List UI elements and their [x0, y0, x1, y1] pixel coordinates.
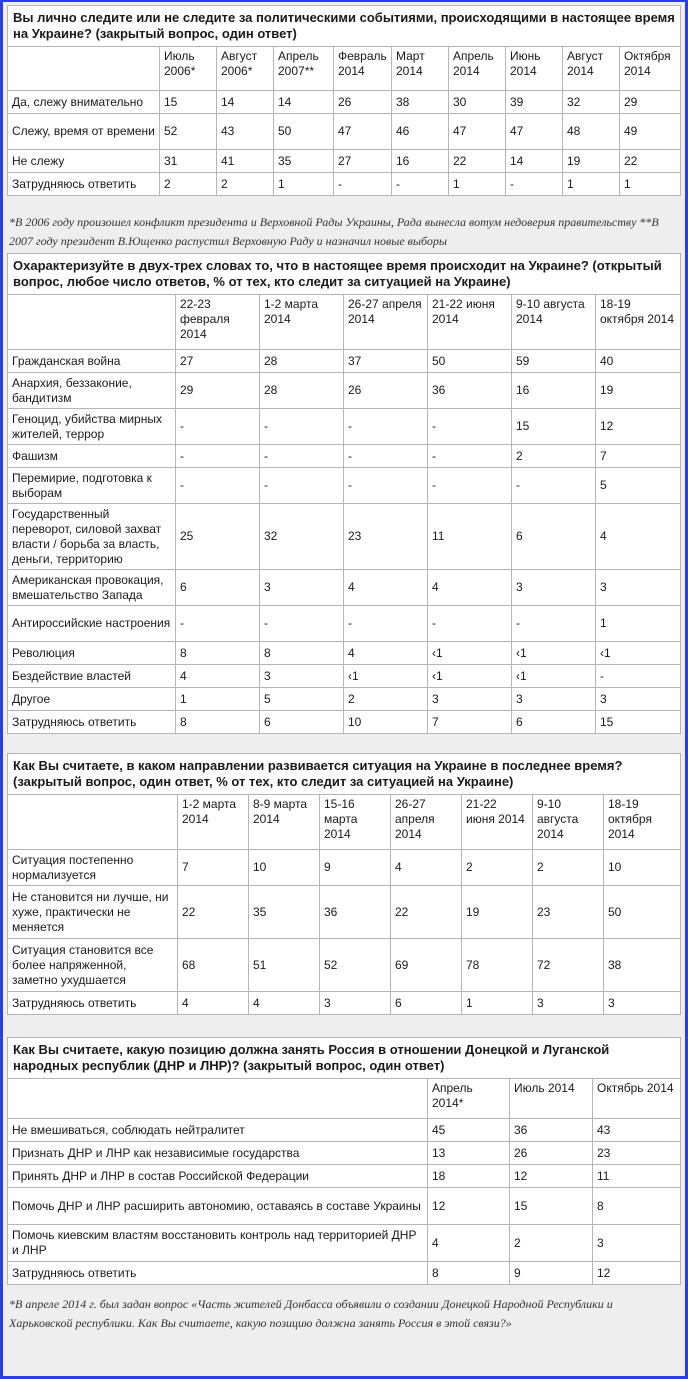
value-cell: 9	[510, 1262, 593, 1285]
table-row	[8, 114, 681, 150]
value-cell: 52	[160, 114, 217, 150]
value-cell: -	[260, 606, 344, 642]
value-cell: 3	[596, 570, 681, 606]
value-cell: 50	[274, 114, 334, 150]
value-cell: 4	[344, 642, 428, 665]
table-row	[8, 886, 681, 939]
table-row	[8, 373, 681, 409]
spacer	[7, 734, 681, 753]
column-header: Октября 2014	[620, 47, 681, 91]
value-cell: 14	[274, 91, 334, 114]
value-cell: 15	[596, 711, 681, 734]
value-cell: -	[512, 606, 596, 642]
value-cell: 8	[176, 642, 260, 665]
value-cell: 5	[596, 468, 681, 504]
value-cell: 22	[449, 150, 506, 173]
value-cell: 12	[510, 1165, 593, 1188]
column-header: 22-23 февраля 2014	[176, 295, 260, 350]
value-cell: 3	[428, 688, 512, 711]
column-header: 9-10 августа 2014	[512, 295, 596, 350]
row-label: Затрудняюсь ответить	[8, 711, 176, 734]
table-row	[8, 570, 681, 606]
row-label: Перемирие, подготовка к выборам	[8, 468, 176, 504]
value-cell: 31	[160, 150, 217, 173]
row-label: Затрудняюсь ответить	[8, 992, 178, 1015]
value-cell: 8	[176, 711, 260, 734]
value-cell: 39	[506, 91, 563, 114]
value-cell: 32	[260, 504, 344, 570]
value-cell: 45	[428, 1119, 510, 1142]
value-cell: 37	[344, 350, 428, 373]
value-cell: 43	[593, 1119, 681, 1142]
value-cell: 10	[249, 850, 320, 886]
value-cell: ‹1	[344, 665, 428, 688]
column-header: Июнь 2014	[506, 47, 563, 91]
table-title: Вы лично следите или не следите за политическими событиями, происходящими в настоящее время на Украине? (закрытый вопрос, один ответ)	[8, 6, 681, 47]
value-cell: -	[334, 173, 392, 196]
value-cell: 23	[593, 1142, 681, 1165]
value-cell: 27	[334, 150, 392, 173]
value-cell: 26	[510, 1142, 593, 1165]
value-cell: 28	[260, 350, 344, 373]
value-cell: 6	[260, 711, 344, 734]
column-header: Апрель 2014	[449, 47, 506, 91]
table-title: Как Вы считаете, в каком направлении развивается ситуация на Украине в последнее время? (закрытый вопрос, один ответ, % от тех, кто следит за ситуацией на Украине)	[8, 754, 681, 795]
value-cell: 49	[620, 114, 681, 150]
value-cell: -	[344, 606, 428, 642]
value-cell: ‹1	[428, 665, 512, 688]
row-label: Принять ДНР и ЛНР в состав Российской Федерации	[8, 1165, 428, 1188]
value-cell: 4	[428, 1225, 510, 1262]
value-cell: -	[428, 606, 512, 642]
column-header: 18-19 октября 2014	[596, 295, 681, 350]
value-cell: 1	[449, 173, 506, 196]
value-cell: 78	[462, 939, 533, 992]
value-cell: 2	[344, 688, 428, 711]
column-header: Апрель 2007**	[274, 47, 334, 91]
value-cell: -	[512, 468, 596, 504]
value-cell: -	[596, 665, 681, 688]
value-cell: 23	[533, 886, 604, 939]
column-header: 26-27 апреля 2014	[391, 795, 462, 850]
value-cell: 2	[510, 1225, 593, 1262]
footnote: *В 2006 году произошел конфликт президента и Верховной Рады Украины, Рада вынесла вотум недоверия правительству **В 2007 году президент В.Ющенко распустил Верховную Раду и назначил новые выборы	[9, 215, 659, 248]
row-label: Помочь ДНР и ЛНР расширить автономию, оставаясь в составе Украины	[8, 1188, 428, 1225]
value-cell: 4	[596, 504, 681, 570]
value-cell: 36	[428, 373, 512, 409]
row-label: Помочь киевским властям восстановить контроль над территорией ДНР и ЛНР	[8, 1225, 428, 1262]
row-label: Другое	[8, 688, 176, 711]
poll-table-russia-position	[7, 1037, 681, 1285]
value-cell: 5	[260, 688, 344, 711]
row-label: Фашизм	[8, 445, 176, 468]
row-label: Геноцид, убийства мирных жителей, террор	[8, 409, 176, 445]
value-cell: 22	[391, 886, 462, 939]
value-cell: ‹1	[428, 642, 512, 665]
value-cell: 3	[260, 570, 344, 606]
value-cell: 19	[596, 373, 681, 409]
value-cell: -	[392, 173, 449, 196]
column-header: 21-22 июня 2014	[462, 795, 533, 850]
value-cell: 3	[512, 688, 596, 711]
value-cell: 41	[217, 150, 274, 173]
value-cell: 12	[428, 1188, 510, 1225]
value-cell: 12	[596, 409, 681, 445]
value-cell: 1	[176, 688, 260, 711]
column-header: 9-10 августа 2014	[533, 795, 604, 850]
footnote: *В апреле 2014 г. был задан вопрос «Часть жителей Донбасса объявили о создании Донецкой Народной Республики и Харьковской республики. Как Вы считаете, какую позицию должна занять Россия в этой связи?»	[9, 1297, 613, 1330]
table-row	[8, 1262, 681, 1285]
value-cell: 35	[274, 150, 334, 173]
value-cell: 2	[217, 173, 274, 196]
column-header: 26-27 апреля 2014	[344, 295, 428, 350]
table-row	[8, 1225, 681, 1262]
table-row	[8, 173, 681, 196]
value-cell: 3	[596, 688, 681, 711]
value-cell: 22	[178, 886, 249, 939]
table-row	[8, 642, 681, 665]
row-label: Да, слежу внимательно	[8, 91, 160, 114]
row-label: Не слежу	[8, 150, 160, 173]
value-cell: -	[176, 468, 260, 504]
value-cell: 51	[249, 939, 320, 992]
value-cell: 15	[512, 409, 596, 445]
table-row	[8, 665, 681, 688]
row-label: Американская провокация, вмешательство Запада	[8, 570, 176, 606]
row-label: Ситуация становится все более напряженной, заметно ухудшается	[8, 939, 178, 992]
row-label: Затрудняюсь ответить	[8, 173, 160, 196]
header-row	[8, 295, 681, 350]
value-cell: 2	[512, 445, 596, 468]
table-row	[8, 445, 681, 468]
value-cell: 1	[462, 992, 533, 1015]
value-cell: 11	[593, 1165, 681, 1188]
column-header: Март 2014	[392, 47, 449, 91]
value-cell: 8	[260, 642, 344, 665]
value-cell: 36	[320, 886, 391, 939]
value-cell: 3	[512, 570, 596, 606]
value-cell: 52	[320, 939, 391, 992]
value-cell: 2	[160, 173, 217, 196]
value-cell: 46	[392, 114, 449, 150]
value-cell: 1	[274, 173, 334, 196]
table-row	[8, 1188, 681, 1225]
row-label: Слежу, время от времени	[8, 114, 160, 150]
value-cell: -	[344, 445, 428, 468]
value-cell: -	[428, 409, 512, 445]
value-cell: -	[344, 468, 428, 504]
column-header: Июль 2014	[510, 1079, 593, 1119]
value-cell: -	[428, 468, 512, 504]
value-cell: 1	[563, 173, 620, 196]
value-cell: 29	[620, 91, 681, 114]
value-cell: 4	[176, 665, 260, 688]
value-cell: -	[428, 445, 512, 468]
value-cell: 35	[249, 886, 320, 939]
value-cell: 8	[428, 1262, 510, 1285]
value-cell: 1	[620, 173, 681, 196]
value-cell: 48	[563, 114, 620, 150]
row-label: Признать ДНР и ЛНР как независимые государства	[8, 1142, 428, 1165]
poll-table-characterize	[7, 253, 681, 734]
table-row	[8, 711, 681, 734]
value-cell: 59	[512, 350, 596, 373]
value-cell: 50	[604, 886, 681, 939]
value-cell: ‹1	[512, 665, 596, 688]
value-cell: 27	[176, 350, 260, 373]
column-header: 15-16 марта 2014	[320, 795, 391, 850]
value-cell: 36	[510, 1119, 593, 1142]
column-header: 18-19 октября 2014	[604, 795, 681, 850]
value-cell: 6	[512, 711, 596, 734]
row-label: Ситуация постепенно нормализуется	[8, 850, 178, 886]
spacer	[7, 1015, 681, 1037]
value-cell: -	[176, 606, 260, 642]
row-label: Затрудняюсь ответить	[8, 1262, 428, 1285]
row-label: Анархия, беззаконие, бандитизм	[8, 373, 176, 409]
value-cell: 18	[428, 1165, 510, 1188]
column-header: Октябрь 2014	[593, 1079, 681, 1119]
value-cell: 50	[428, 350, 512, 373]
table-row	[8, 150, 681, 173]
table-row	[8, 1142, 681, 1165]
value-cell: 26	[344, 373, 428, 409]
value-cell: 47	[449, 114, 506, 150]
table-row	[8, 350, 681, 373]
value-cell: 4	[344, 570, 428, 606]
value-cell: 16	[512, 373, 596, 409]
value-cell: 9	[320, 850, 391, 886]
table-row	[8, 992, 681, 1015]
value-cell: 4	[428, 570, 512, 606]
value-cell: 47	[334, 114, 392, 150]
column-header: Июль 2006*	[160, 47, 217, 91]
value-cell: 69	[391, 939, 462, 992]
value-cell: 47	[506, 114, 563, 150]
row-label: Гражданская война	[8, 350, 176, 373]
column-header: Август 2014	[563, 47, 620, 91]
value-cell: 6	[176, 570, 260, 606]
value-cell: 3	[260, 665, 344, 688]
value-cell: 2	[462, 850, 533, 886]
header-row	[8, 47, 681, 91]
value-cell: 19	[462, 886, 533, 939]
value-cell: 16	[392, 150, 449, 173]
value-cell: 68	[178, 939, 249, 992]
value-cell: 30	[449, 91, 506, 114]
value-cell: -	[506, 173, 563, 196]
value-cell: 8	[593, 1188, 681, 1225]
value-cell: 11	[428, 504, 512, 570]
value-cell: -	[260, 445, 344, 468]
value-cell: 15	[510, 1188, 593, 1225]
value-cell: 3	[604, 992, 681, 1015]
value-cell: -	[176, 409, 260, 445]
value-cell: 7	[428, 711, 512, 734]
value-cell: -	[260, 409, 344, 445]
value-cell: 13	[428, 1142, 510, 1165]
value-cell: 4	[391, 850, 462, 886]
table-row	[8, 606, 681, 642]
value-cell: -	[176, 445, 260, 468]
header-row	[8, 1079, 681, 1119]
value-cell: 22	[620, 150, 681, 173]
table-row	[8, 939, 681, 992]
value-cell: 4	[178, 992, 249, 1015]
row-label: Не вмешиваться, соблюдать нейтралитет	[8, 1119, 428, 1142]
value-cell: 26	[334, 91, 392, 114]
value-cell: ‹1	[512, 642, 596, 665]
value-cell: 3	[533, 992, 604, 1015]
value-cell: 7	[596, 445, 681, 468]
value-cell: 29	[176, 373, 260, 409]
value-cell: 10	[344, 711, 428, 734]
value-cell: 1	[596, 606, 681, 642]
table-row	[8, 409, 681, 445]
column-header: Февраль 2014	[334, 47, 392, 91]
value-cell: 6	[391, 992, 462, 1015]
poll-table-direction	[7, 753, 681, 1015]
value-cell: 19	[563, 150, 620, 173]
row-label: Государственный переворот, силовой захват власти / борьба за власть, деньги, территорию	[8, 504, 176, 570]
value-cell: 40	[596, 350, 681, 373]
row-label: Бездействие властей	[8, 665, 176, 688]
value-cell: 14	[217, 91, 274, 114]
value-cell: ‹1	[596, 642, 681, 665]
row-label: Не становится ни лучше, ни хуже, практически не меняется	[8, 886, 178, 939]
table-row	[8, 850, 681, 886]
value-cell: 15	[160, 91, 217, 114]
table-row	[8, 1119, 681, 1142]
value-cell: 38	[604, 939, 681, 992]
value-cell: -	[344, 409, 428, 445]
value-cell: 7	[178, 850, 249, 886]
value-cell: 28	[260, 373, 344, 409]
column-header: 1-2 марта 2014	[260, 295, 344, 350]
table-row	[8, 91, 681, 114]
header-row	[8, 795, 681, 850]
page-frame	[3, 2, 685, 1376]
row-label: Антироссийские настроения	[8, 606, 176, 642]
value-cell: 6	[512, 504, 596, 570]
row-label: Революция	[8, 642, 176, 665]
table-row	[8, 504, 681, 570]
value-cell: 43	[217, 114, 274, 150]
table-row	[8, 468, 681, 504]
value-cell: 3	[593, 1225, 681, 1262]
column-header: Апрель 2014*	[428, 1079, 510, 1119]
table-title: Охарактеризуйте в двух-трех словах то, что в настоящее время происходит на Украине? (открытый вопрос, любое число ответов, % от тех, кто следит за ситуацией на Украине)	[8, 254, 681, 295]
value-cell: 23	[344, 504, 428, 570]
column-header: Август 2006*	[217, 47, 274, 91]
value-cell: 10	[604, 850, 681, 886]
value-cell: 72	[533, 939, 604, 992]
table-title: Как Вы считаете, какую позицию должна занять Россия в отношении Донецкой и Луганской народных республик (ДНР и ЛНР)? (закрытый вопрос, один ответ)	[8, 1038, 681, 1079]
value-cell: -	[260, 468, 344, 504]
poll-table-following	[7, 5, 681, 196]
value-cell: 2	[533, 850, 604, 886]
table-row	[8, 688, 681, 711]
column-header: 21-22 июня 2014	[428, 295, 512, 350]
column-header: 1-2 марта 2014	[178, 795, 249, 850]
value-cell: 38	[392, 91, 449, 114]
value-cell: 25	[176, 504, 260, 570]
table-row	[8, 1165, 681, 1188]
column-header: 8-9 марта 2014	[249, 795, 320, 850]
value-cell: 3	[320, 992, 391, 1015]
value-cell: 4	[249, 992, 320, 1015]
value-cell: 14	[506, 150, 563, 173]
value-cell: 32	[563, 91, 620, 114]
value-cell: 12	[593, 1262, 681, 1285]
